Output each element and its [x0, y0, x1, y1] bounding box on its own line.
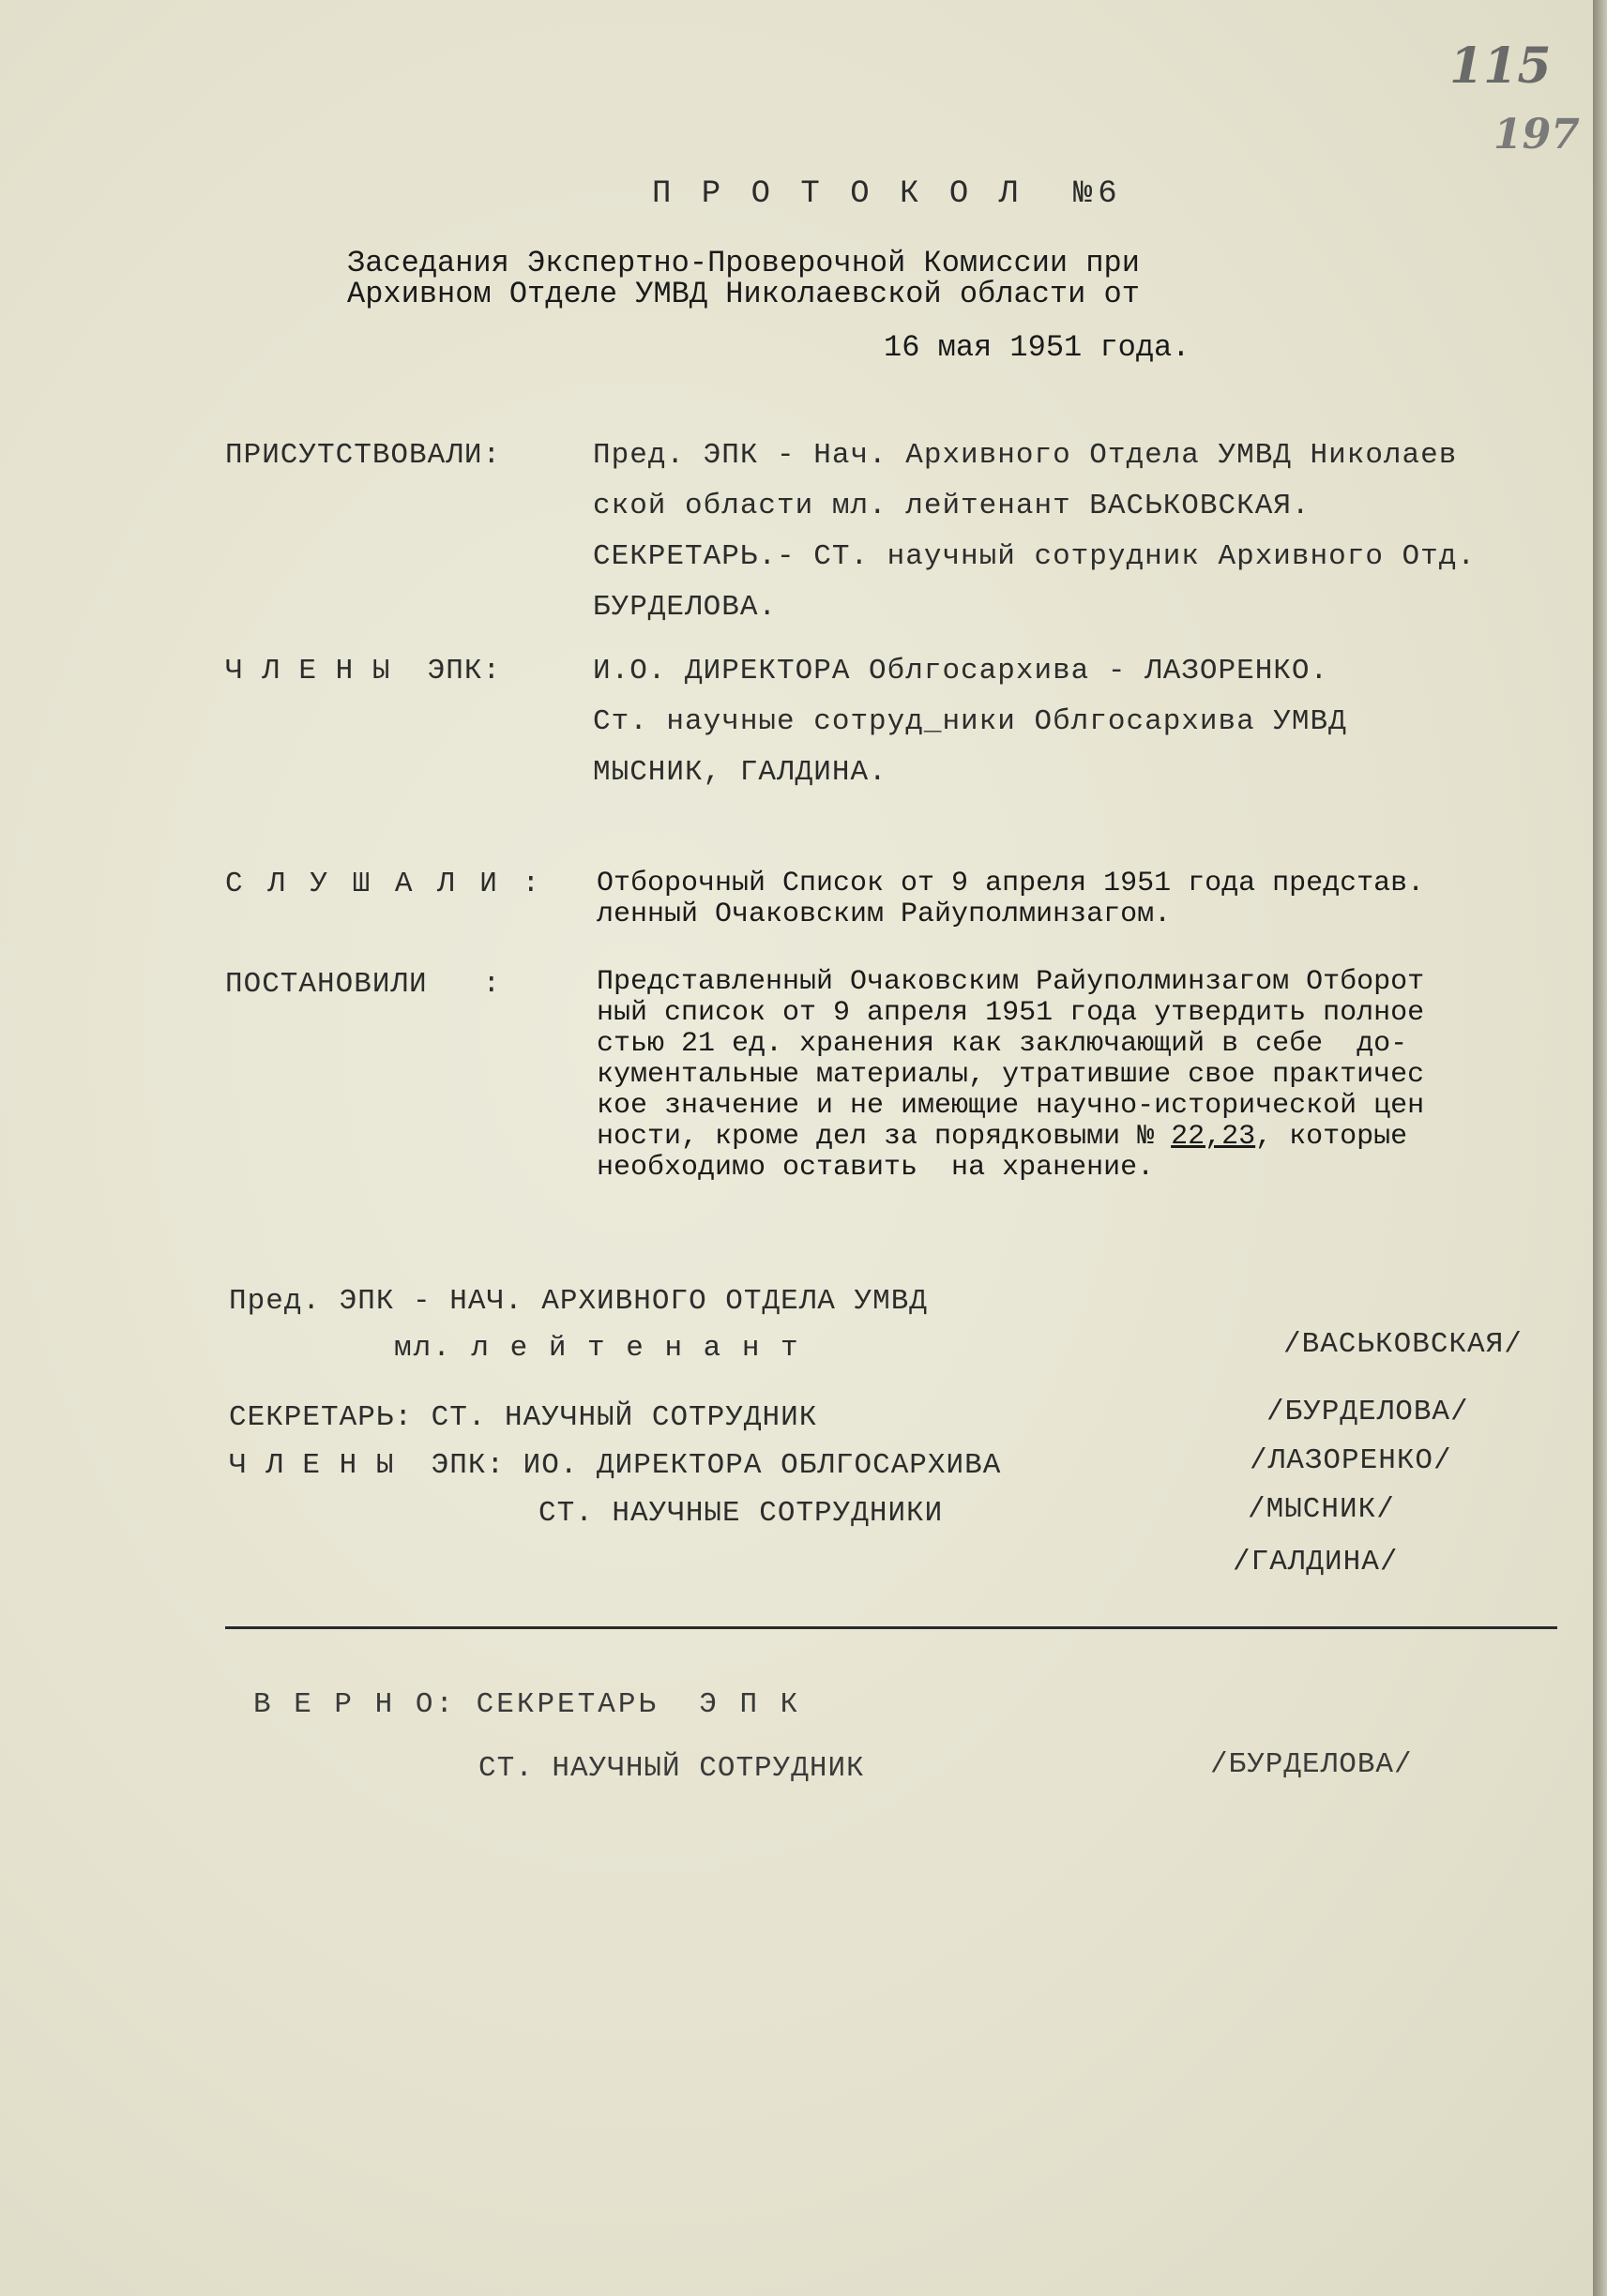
certified-line-1: В Е Р Н О: СЕКРЕТАРЬ Э П К: [253, 1688, 801, 1721]
signature-name-mysnik: /МЫСНИК/: [1248, 1493, 1395, 1526]
present-label: ПРИСУТСТВОВАЛИ:: [225, 439, 502, 472]
signature-name-lazorenko: /ЛАЗОРЕНКО/: [1250, 1444, 1452, 1477]
resolved-line-6: [597, 1121, 1407, 1153]
header-date: 16 мая 1951 года.: [884, 330, 1190, 365]
resolved-line-2: ный список от 9 апреля 1951 года утвердить полное: [597, 997, 1425, 1029]
resolved-line-1: Представленный Очаковским Райуполминзагом Отборот: [597, 966, 1425, 998]
certified-name: /БУРДЕЛОВА/: [1210, 1748, 1413, 1781]
resolved-line-3: стью 21 ед. хранения как заключающий в себе до-: [597, 1028, 1408, 1060]
case-numbers: 22,23: [1171, 1121, 1256, 1153]
certified-line-2: СТ. НАУЧНЫЙ СОТРУДНИК: [478, 1752, 865, 1785]
present-line-4: БУРДЕЛОВА.: [593, 591, 778, 624]
heard-line-1: Отборочный Список от 9 апреля 1951 года представ.: [597, 868, 1425, 899]
present-line-2: ской области мл. лейтенант ВАСЬКОВСКАЯ.: [593, 490, 1311, 522]
signature-role-3: СЕКРЕТАРЬ: СТ. НАУЧНЫЙ СОТРУДНИК: [229, 1401, 818, 1434]
heard-line-2: ленный Очаковским Райуполминзагом.: [597, 899, 1172, 930]
signature-role-5: СТ. НАУЧНЫЕ СОТРУДНИКИ: [538, 1497, 944, 1530]
members-label: Ч Л Е Н Ы ЭПК:: [225, 655, 502, 687]
signature-role-2: мл. л е й т е н а н т: [394, 1332, 800, 1365]
page-edge: [1593, 0, 1607, 2296]
signature-name-burdelova: /БУРДЕЛОВА/: [1266, 1396, 1469, 1428]
heard-label: С Л У Ш А Л И :: [225, 868, 544, 900]
separator-line: [225, 1626, 1557, 1629]
members-line-1: И.О. ДИРЕКТОРА Облгосархива - ЛАЗОРЕНКО.: [593, 655, 1329, 687]
present-line-3: СЕКРЕТАРЬ.- СТ. научный сотрудник Архивного Отд.: [593, 540, 1476, 573]
members-line-3: МЫСНИК, ГАЛДИНА.: [593, 756, 887, 789]
resolved-line-6-tail: , которые: [1255, 1121, 1408, 1153]
header-line-2: Архивном Отделе УМВД Николаевской области от: [347, 277, 1140, 311]
archive-number-top: 115: [1449, 38, 1552, 95]
signature-name-galdina: /ГАЛДИНА/: [1233, 1546, 1399, 1578]
resolved-label: ПОСТАНОВИЛИ :: [225, 968, 502, 1001]
signature-role-4: Ч Л Е Н Ы ЭПК: ИО. ДИРЕКТОРА ОБЛГОСАРХИВА: [229, 1449, 1002, 1482]
signature-name-vaskovskaya: /ВАСЬКОВСКАЯ/: [1283, 1328, 1523, 1361]
resolved-line-6-text: ности, кроме дел за порядковыми №: [597, 1121, 1155, 1153]
header-line-1: Заседания Экспертно-Проверочной Комиссии при: [347, 246, 1140, 280]
resolved-line-5: кое значение и не имеющие научно-исторической цен: [597, 1090, 1425, 1122]
present-line-1: Пред. ЭПК - Нач. Архивного Отдела УМВД Николаев: [593, 439, 1458, 472]
document-title: П Р О Т О К О Л №6: [652, 176, 1123, 212]
resolved-line-4: кументальные материалы, утратившие свое практичес: [597, 1059, 1425, 1091]
members-line-2: Ст. научные сотруд_ники Облгосархива УМВД: [593, 705, 1347, 738]
signature-role-1: Пред. ЭПК - НАЧ. АРХИВНОГО ОТДЕЛА УМВД: [229, 1285, 928, 1318]
resolved-line-7: необходимо оставить на хранение.: [597, 1152, 1155, 1184]
archive-number-second: 197: [1493, 111, 1580, 159]
